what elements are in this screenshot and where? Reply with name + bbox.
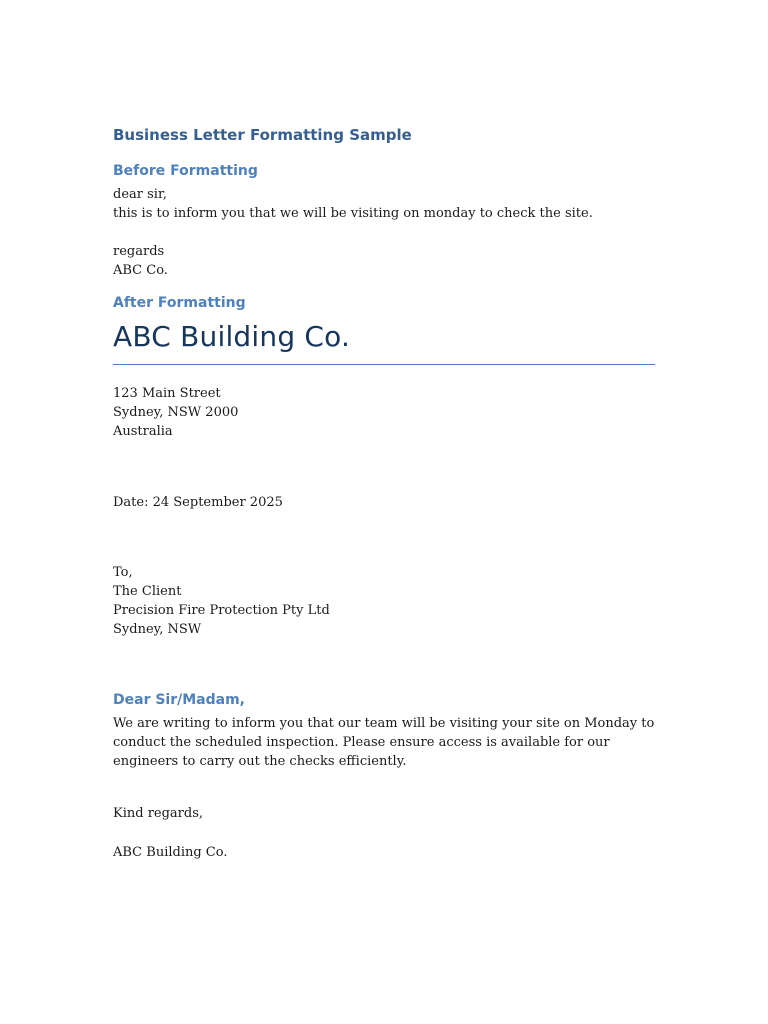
recipient-to: To, xyxy=(113,565,133,580)
letter-salutation: Dear Sir/Madam, xyxy=(113,692,245,708)
letter-signature: ABC Building Co. xyxy=(113,845,228,860)
recipient-location: Sydney, NSW xyxy=(113,622,202,637)
before-line-salutation: dear sir, xyxy=(113,187,167,202)
before-line-signature: ABC Co. xyxy=(113,263,168,278)
document-title: Business Letter Formatting Sample xyxy=(113,126,412,144)
recipient-company: Precision Fire Protection Pty Ltd xyxy=(113,603,330,618)
before-line-closing: regards xyxy=(113,244,165,259)
recipient-name: The Client xyxy=(113,584,182,599)
address-line-street: 123 Main Street xyxy=(113,386,221,401)
letter-closing: Kind regards, xyxy=(113,806,204,821)
before-formatting-heading: Before Formatting xyxy=(113,163,258,179)
address-line-city: Sydney, NSW 2000 xyxy=(113,405,239,420)
letter-date: Date: 24 September 2025 xyxy=(113,495,283,510)
company-title: ABC Building Co. xyxy=(113,320,351,353)
title-underline-rule xyxy=(113,364,655,365)
address-line-country: Australia xyxy=(113,424,173,439)
letter-body-paragraph: We are writing to inform you that our team will be visiting your site on Monday to conduct the scheduled inspection. Please ensure access is available for our engineers to carry out the checks efficiently. xyxy=(113,716,655,769)
after-formatting-heading: After Formatting xyxy=(113,295,246,311)
before-line-body: this is to inform you that we will be visiting on monday to check the site. xyxy=(113,206,593,221)
